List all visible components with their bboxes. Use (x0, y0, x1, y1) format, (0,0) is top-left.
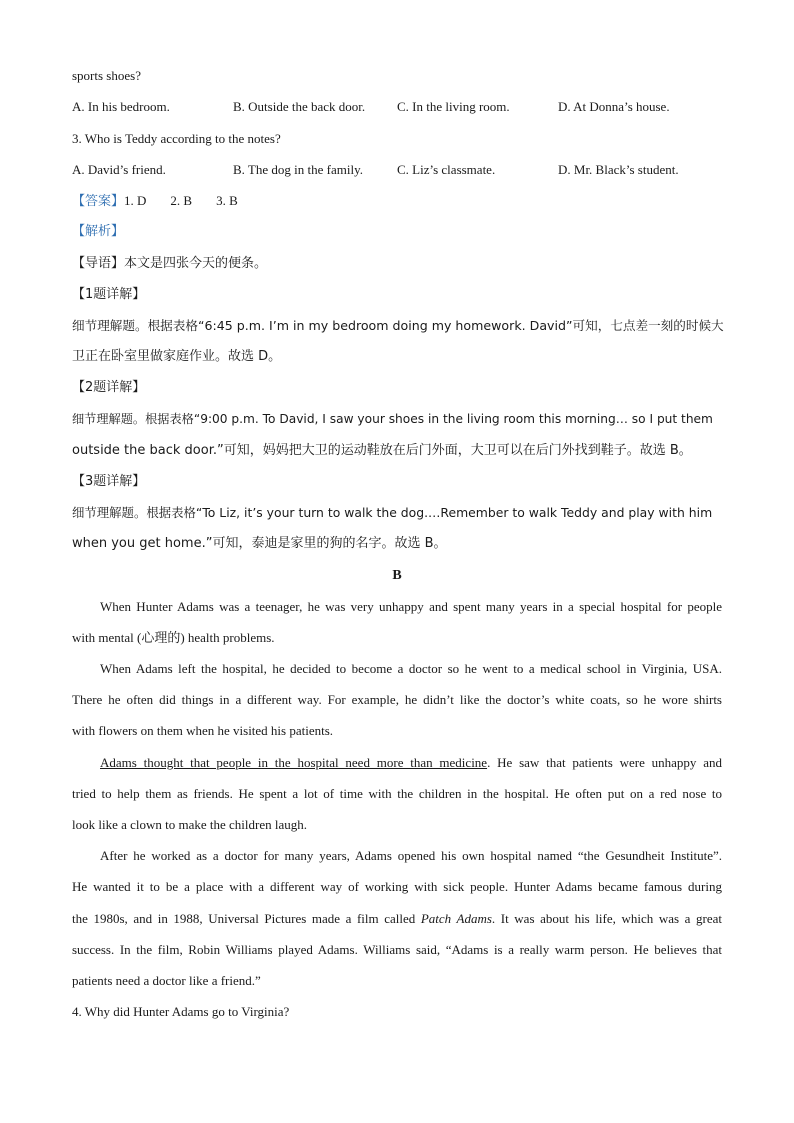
q3-option-c: C. Liz’s classmate. (397, 162, 496, 177)
para-3-line-1-rest: . He saw that patients were unhappy and (487, 755, 722, 770)
detail-3-line-2: when you get home.”可知，泰迪是家里的狗的名字。故选 B。 (72, 536, 447, 551)
answer-tag: 【答案】 (72, 194, 125, 209)
detail-3-tag: 【3题详解】 (72, 474, 146, 489)
para-1-line-1: When Hunter Adams was a teenager, he was very unhappy and spent many years in a special hospital for people (100, 599, 722, 614)
para-1-line-2: with mental (心理的) health problems. (72, 630, 275, 645)
para-2-line-3: with flowers on them when he visited his patients. (72, 723, 334, 738)
detail-3-line-1: 细节理解题。根据表格“To Liz, it’s your turn to walk the dog.…Remember to walk Teddy and play with him (72, 505, 713, 520)
detail-2-line-2: outside the back door.”可知，妈妈把大卫的运动鞋放在后门外面，大卫可以在后门外找到鞋子。故选 B。 (72, 443, 692, 458)
para-3-line-3: look like a clown to make the children laugh. (72, 817, 308, 832)
underlined-sentence: Adams thought that people in the hospital need more than medicine (100, 755, 488, 770)
q3-option-a: A. David’s friend. (72, 162, 166, 177)
q3-option-b: B. The dog in the family. (233, 162, 363, 177)
para-2-line-2: There he often did things in a different way. For example, he didn’t like the doctor’s white coats, so he wore shirts (72, 692, 722, 707)
para-3-line-1 (100, 753, 722, 773)
para-4-line-2: He wanted it to be a place with a different way of working with sick people. Hunter Adams became famous during (72, 879, 722, 894)
answer-1: 1. D (124, 193, 147, 208)
para-2-line-1: When Adams left the hospital, he decided to become a doctor so he went to a medical school in Virginia, USA. (100, 661, 722, 676)
answer-2: 2. B (170, 193, 193, 208)
question-4-stem: 4. Why did Hunter Adams go to Virginia? (72, 1004, 290, 1019)
question-2-stem-tail: sports shoes? (72, 68, 141, 83)
para-4-line-1: After he worked as a doctor for many years, Adams opened his own hospital named “the Gesundheit Institute”. (100, 848, 722, 863)
para-4-line-3-b: . It was about his life, which was a great (491, 911, 722, 926)
para-4-line-4: success. In the film, Robin Williams played Adams. Williams said, “Adams is a really warm person. He believes that (72, 942, 722, 957)
detail-1-tag: 【1题详解】 (72, 287, 146, 302)
detail-1-line-2: 卫正在卧室里做家庭作业。故选 D。 (72, 349, 282, 364)
q2-option-a: A. In his bedroom. (72, 99, 170, 114)
detail-1-line-1: 细节理解题。根据表格“6:45 p.m. I’m in my bedroom doing my homework. David”可知，七点差一刻的时候大 (72, 318, 724, 333)
para-4-line-5: patients need a doctor like a friend.” (72, 973, 261, 988)
para-4-line-3 (72, 909, 722, 929)
q2-option-c: C. In the living room. (397, 99, 510, 114)
q2-option-d: D. At Donna’s house. (558, 99, 670, 114)
detail-2-tag: 【2题详解】 (72, 380, 146, 395)
q3-option-d: D. Mr. Black’s student. (558, 162, 679, 177)
answer-line (72, 191, 262, 212)
detail-2-line-1: 细节理解题。根据表格“9:00 p.m. To David, I saw your shoes in the living room this morning… so I put them (72, 412, 713, 426)
analysis-tag: 【解析】 (72, 224, 125, 239)
film-title: Patch Adams (420, 911, 492, 926)
para-3-line-2: tried to help them as friends. He spent a lot of time with the children in the hospital. He often put on a red nose to (72, 786, 722, 801)
answer-3: 3. B (216, 193, 238, 208)
question-3-stem: 3. Who is Teddy according to the notes? (72, 131, 281, 146)
q2-option-b: B. Outside the back door. (233, 99, 366, 114)
para-4-line-3-a: the 1980s, and in 1988, Universal Pictures made a film called (72, 911, 421, 926)
guide-text: 【导语】本文是四张今天的便条。 (72, 256, 268, 271)
section-b-heading: B (392, 568, 402, 583)
